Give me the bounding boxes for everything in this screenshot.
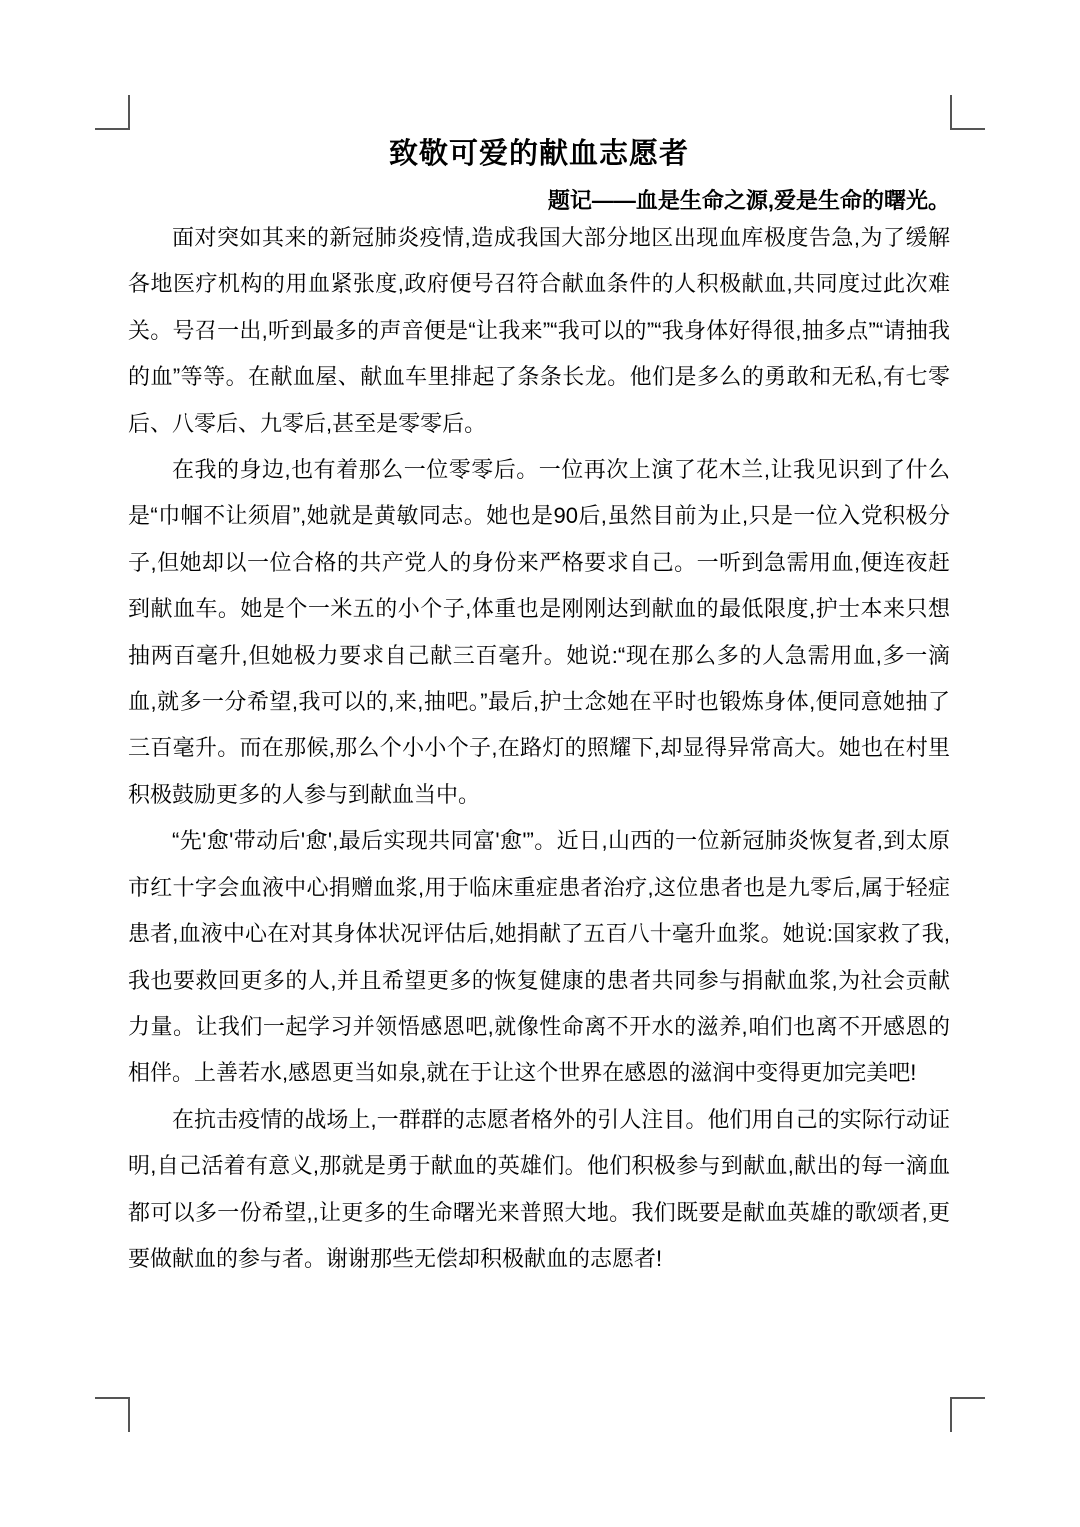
- corner-mark-bottom-right: [950, 1397, 985, 1432]
- paragraph-1: 面对突如其来的新冠肺炎疫情,造成我国大部分地区出现血库极度告急,为了缓解各地医疗机构的用血紧张度,政府便号召符合献血条件的人积极献血,共同度过此次难关。号召一出,听到最多的声音便是“让我来”“我可以的”“我身体好得很,抽多点”“请抽我的血”等等。在献血屋、献血车里排起了条条长龙。他们是多么的勇敢和无私,有七零后、八零后、九零后,甚至是零零后。: [128, 225, 950, 436]
- document-body: [128, 215, 950, 1282]
- epigraph-line: 题记——血是生命之源,爱是生命的曙光。: [547, 188, 950, 213]
- corner-mark-top-left: [95, 95, 130, 130]
- corner-mark-top-right: [950, 95, 985, 130]
- paragraph-4: 在抗击疫情的战场上,一群群的志愿者格外的引人注目。他们用自己的实际行动证明,自己活着有意义,那就是勇于献血的英雄们。他们积极参与到献血,献出的每一滴血都可以多一份希望,,让更多的生命曙光来普照大地。我们既要是献血英雄的歌颂者,更要做献血的参与者。谢谢那些无偿却积极献血的志愿者!: [128, 1106, 950, 1271]
- corner-mark-bottom-left: [95, 1397, 130, 1432]
- paragraph-3: “先'愈'带动后'愈',最后实现共同富'愈'”。近日,山西的一位新冠肺炎恢复者,到太原市红十字会血液中心捐赠血浆,用于临床重症患者治疗,这位患者也是九零后,属于轻症患者,血液中心在对其身体状况评估后,她捐献了五百八十毫升血浆。她说:国家救了我,我也要救回更多的人,并且希望更多的恢复健康的患者共同参与捐献血浆,为社会贡献力量。让我们一起学习并领悟感恩吧,就像性命离不开水的滋养,咱们也离不开感恩的相伴。上善若水,感恩更当如泉,就在于让这个世界在感恩的滋润中变得更加完美吧!: [128, 828, 950, 1086]
- document-title: 致敬可爱的献血志愿者: [388, 138, 689, 170]
- paragraph-2: 在我的身边,也有着那么一位零零后。一位再次上演了花木兰,让我见识到了什么是“巾帼不让须眉”,她就是黄敏同志。她也是90后,虽然目前为止,只是一位入党积极分子,但她却以一位合格的共产党人的身份来严格要求自己。一听到急需用血,便连夜赶到献血车。她是个一米五的小个子,体重也是刚刚达到献血的最低限度,护士本来只想抽两百毫升,但她极力要求自己献三百毫升。她说:“现在那么多的人急需用血,多一滴血,就多一分希望,我可以的,来,抽吧。”最后,护士念她在平时也锻炼身体,便同意她抽了三百毫升。而在那候,那么个小小个子,在路灯的照耀下,却显得异常高大。她也在村里积极鼓励更多的人参与到献血当中。: [128, 457, 950, 807]
